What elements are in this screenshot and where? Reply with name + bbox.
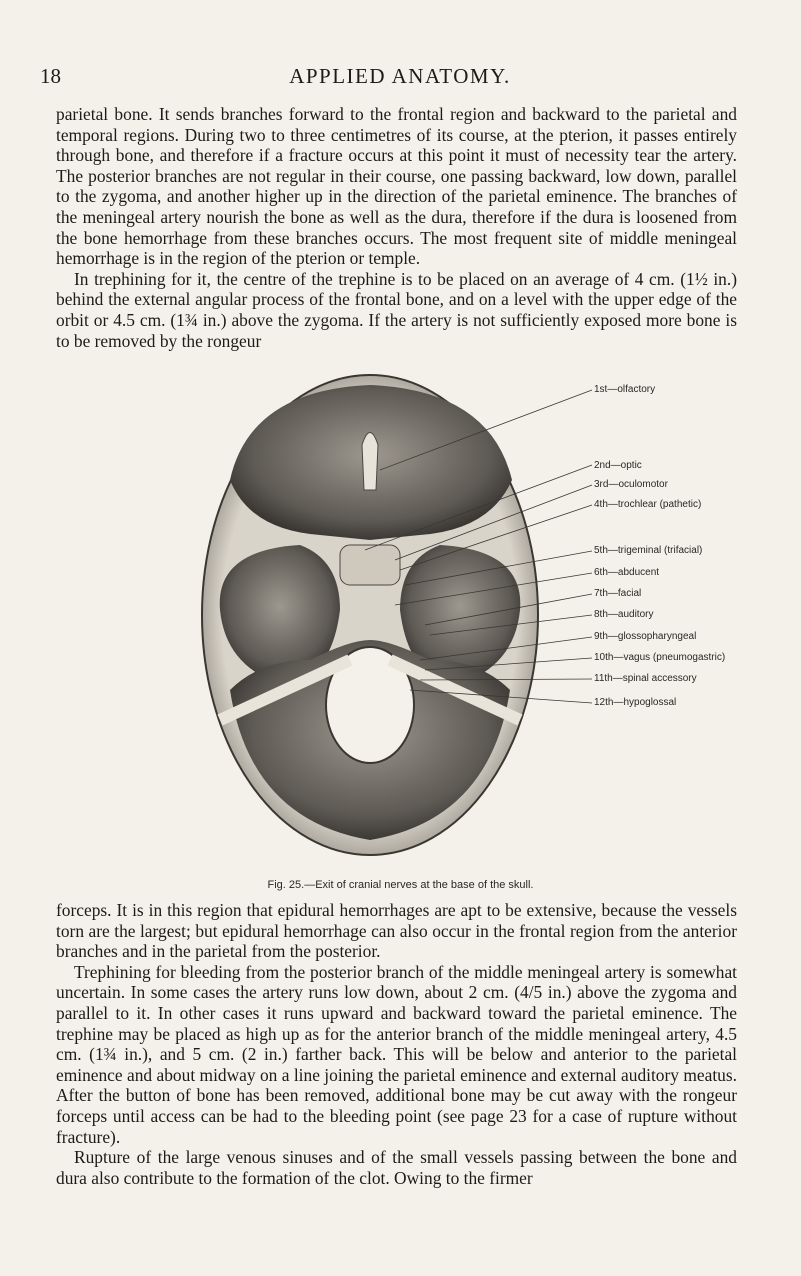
nerve-label: 11th—spinal accessory bbox=[594, 673, 697, 684]
skull-base-figure bbox=[190, 360, 750, 890]
page-header bbox=[40, 64, 760, 94]
nerve-label: 8th—auditory bbox=[594, 609, 654, 620]
nerve-label: 5th—trigeminal (trifacial) bbox=[594, 545, 703, 556]
nerve-label: 12th—hypoglossal bbox=[594, 697, 677, 708]
nerve-label: 9th—glossopharyngeal bbox=[594, 631, 697, 642]
nerve-label: 2nd—optic bbox=[594, 460, 642, 471]
paragraph: In trephining for it, the centre of the trephine is to be placed on an average of 4 cm. (1½ in.) behind the external angular process of the frontal bone, and on a level with the upper edge of the orbit or 4.5 cm. (1¾ in.) above the zygoma. If the artery is not sufficiently exposed more bone is to be removed by the rongeur bbox=[56, 268, 737, 351]
paragraph: parietal bone. It sends branches forward to the frontal region and backward to the parietal and temporal regions. During two to three centimetres of its course, at the pterion, it passes entirely through bone, and therefore if a fracture occurs at this point it must of necessity tear the artery. The posterior branches are not regular in their course, one passing backward, low down, parallel to the zygoma, and another higher up in the direction of the parietal eminence. The branches of the meningeal artery nourish the bone as well as the dura, therefore if the dura is loosened from the bone hemorrhage from these branches occurs. The most frequent site of middle meningeal hemorrhage is in the region of the pterion or temple. bbox=[56, 104, 737, 269]
nerve-label: 10th—vagus (pneumogastric) bbox=[594, 652, 726, 663]
bottom-text-block bbox=[56, 900, 737, 1188]
nerve-label: 1st—olfactory bbox=[594, 384, 656, 395]
nerve-label: 7th—facial bbox=[594, 588, 642, 599]
page-number: 18 bbox=[40, 64, 61, 88]
paragraph: forceps. It is in this region that epidural hemorrhages are apt to be extensive, because the vessels torn are the largest; but epidural hemorrhage can also occur in the frontal region from the anterior branches and in the parietal from the posterior. bbox=[56, 900, 737, 962]
nerve-label: 6th—abducent bbox=[594, 567, 660, 578]
top-text-block bbox=[56, 104, 737, 351]
nerve-label: 3rd—oculomotor bbox=[594, 479, 668, 490]
running-title: APPLIED ANATOMY. bbox=[289, 64, 511, 88]
skull-base-illustration bbox=[190, 360, 750, 880]
nerve-label: 4th—trochlear (pathetic) bbox=[594, 499, 702, 510]
figure-caption: Fig. 25.—Exit of cranial nerves at the base of the skull. bbox=[267, 879, 534, 891]
paragraph: Rupture of the large venous sinuses and of the small vessels passing between the bone and dura also contribute to the formation of the clot. Owing to the firmer bbox=[56, 1147, 737, 1188]
paragraph: Trephining for bleeding from the posterior branch of the middle meningeal artery is somewhat uncertain. In some cases the artery runs low down, about 2 cm. (4/5 in.) above the zygoma and parallel to it. In other cases it runs upward and backward toward the parietal eminence. The trephine may be placed as high up as for the anterior branch of the middle meningeal artery, 4.5 cm. (1¾ in.), and 5 cm. (2 in.) farther back. This will be below and anterior to the parietal eminence and about midway on a line joining the parietal eminence and external auditory meatus. After the button of bone has been removed, additional bone may be cut away with the rongeur forceps until access can be had to the bleeding point (see page 23 for a case of rupture without fracture). bbox=[56, 961, 737, 1147]
